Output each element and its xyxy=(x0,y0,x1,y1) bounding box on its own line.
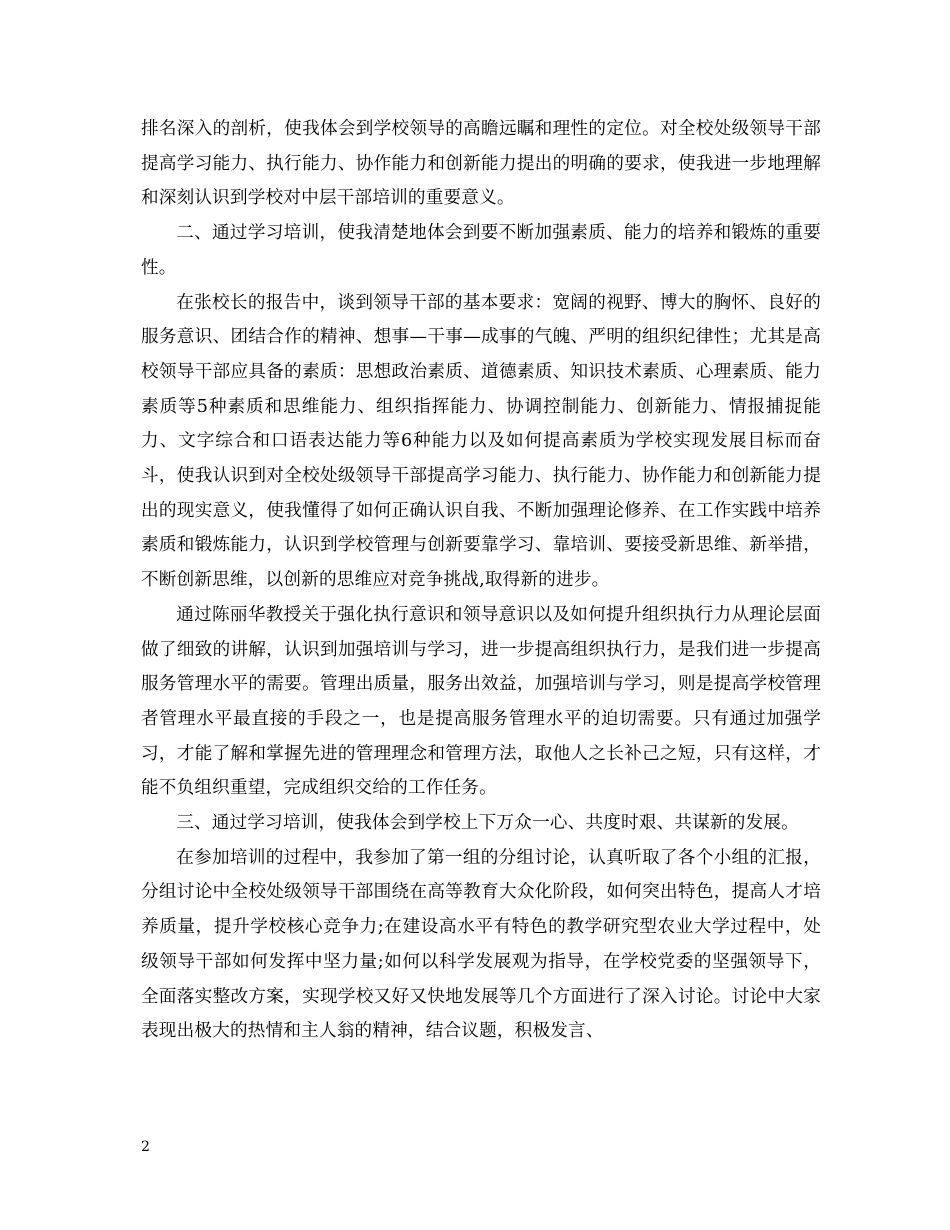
paragraph-2-heading: 二、通过学习培训，使我清楚地体会到要不断加强素质、能力的培养和锻炼的重要性。 xyxy=(141,223,821,278)
paragraph-5-heading: 三、通过学习培训，使我体会到学校上下万众一心、共度时艰、共谋新的发展。 xyxy=(176,813,799,834)
paragraph-6: 在参加培训的过程中，我参加了第一组的分组讨论，认真听取了各个小组的汇报，分组讨论中全校处级领导干部围绕在高等教育大众化阶段，如何突出特色，提高人才培养质量，提升学校核心竞争力;在建设高水平有特色的教学研究型农业大学过程中，处级领导干部如何发挥中坚力量;如何以科学发展观为指导，在学校党委的坚强领导下，全面落实整改方案，实现学校又好又快地发展等几个方面进行了深入讨论。讨论中大家表现出极大的热情和主人翁的精神，结合议题，积极发言、 xyxy=(141,847,821,1042)
paragraph-1: 排名深入的剖析，使我体会到学校领导的高瞻远瞩和理性的定位。对全校处级领导干部提高学习能力、执行能力、协作能力和创新能力提出的明确的要求，使我进一步地理解和深刻认识到学校对中层干部培训的重要意义。 xyxy=(141,119,821,209)
paragraph-4: 通过陈丽华教授关于强化执行意识和领导意识以及如何提升组织执行力从理论层面做了细致的讲解，认识到加强培训与学习，进一步提高组织执行力，是我们进一步提高服务管理水平的需要。管理出质量，服务出效益，加强培训与学习，则是提高学校管理者管理水平最直接的手段之一，也是提高服务管理水平的迫切需要。只有通过加强学习，才能了解和掌握先进的管理理念和管理方法，取他人之长补己之短，只有这样，才能不负组织重望，完成组织交给的工作任务。 xyxy=(141,604,821,799)
paragraph-3: 在张校长的报告中，谈到领导干部的基本要求：宽阔的视野、博大的胸怀、良好的服务意识、团结合作的精神、想事—干事—成事的气魄、严明的组织纪律性；尤其是高校领导干部应具备的素质：思想政治素质、道德素质、知识技术素质、心理素质、能力素质等5种素质和思维能力、组织指挥能力、协调控制能力、创新能力、情报捕捉能力、文字综合和口语表达能力等6种能力以及如何提高素质为学校实现发展目标而奋斗，使我认识到对全校处级领导干部提高学习能力、执行能力、协作能力和创新能力提出的现实意义，使我懂得了如何正确认识自我、不断加强理论修养、在工作实践中培养素质和锻炼能力，认识到学校管理与创新要靠学习、靠培训、要接受新思维、新举措，不断创新思维，以创新的思维应对竞争挑战,取得新的进步。 xyxy=(141,292,821,591)
document-body xyxy=(141,112,821,1049)
page-number: 2 xyxy=(141,1139,150,1155)
